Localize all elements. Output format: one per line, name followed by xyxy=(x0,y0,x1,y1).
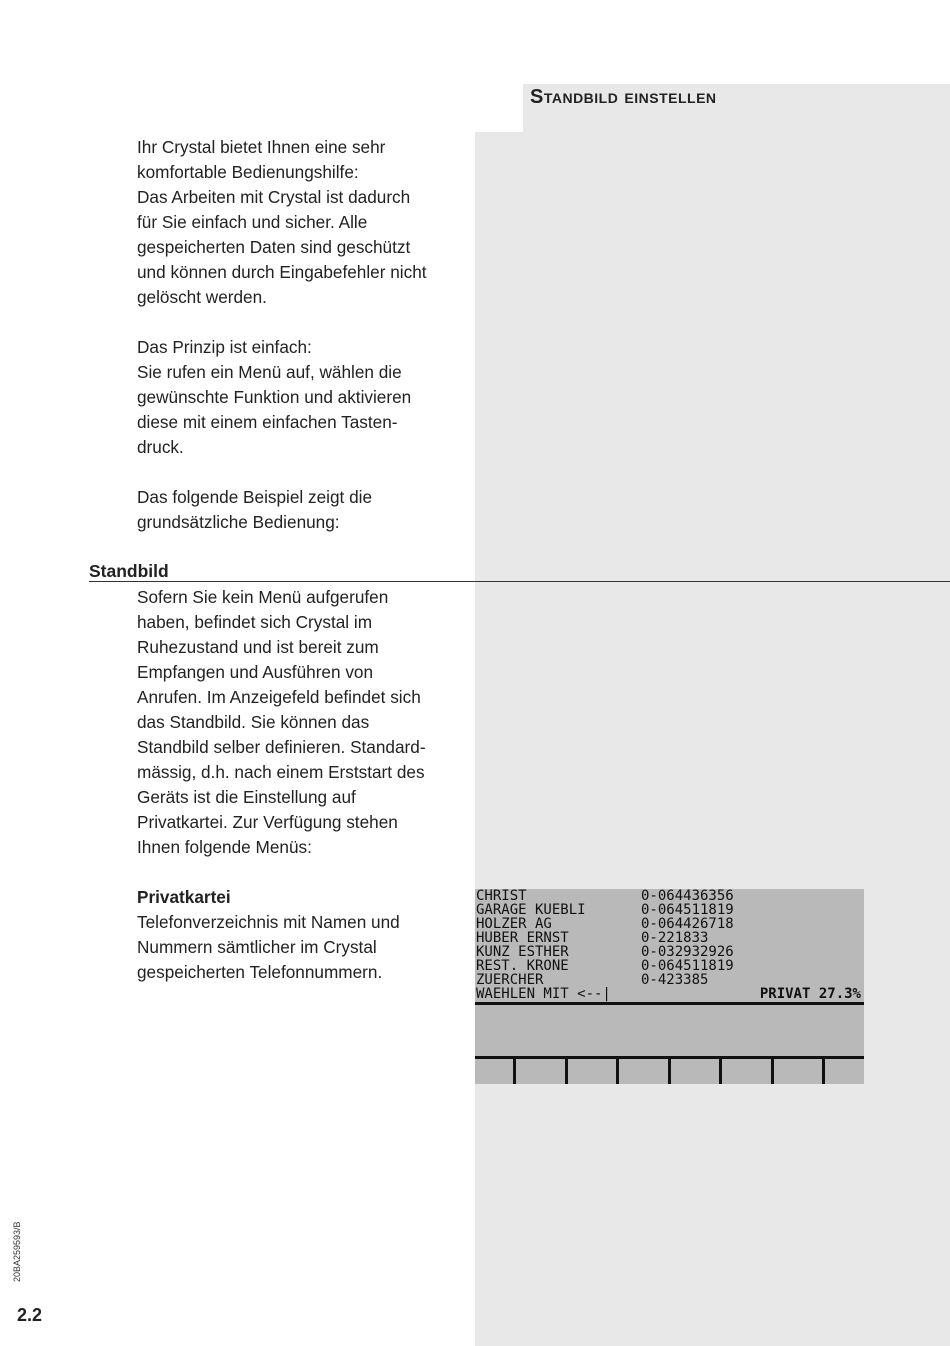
privatkartei-heading: Privatkartei xyxy=(137,887,231,907)
softkey-divider xyxy=(822,1059,825,1084)
softkey-divider xyxy=(513,1059,516,1084)
lcd-prompt: WAEHLEN MIT <--| xyxy=(476,986,611,1002)
lcd-status: PRIVAT 27.3% xyxy=(759,986,861,1002)
softkey-divider xyxy=(668,1059,671,1084)
lcd-display xyxy=(475,889,864,1084)
lcd-entry-name: ZUERCHER xyxy=(476,972,544,988)
standbild-paragraph: Sofern Sie kein Menü aufgerufen haben, befindet sich Crystal im Ruhezustand und ist bereit zum Empfangen und Ausführen von Anrufen. Im Anzeigefeld befindet sich das Standbild. Sie können das Standbild selber definieren. Standard- mässig, d.h. nach einem Erststart des Geräts ist die Einstellung auf Privatkartei. Zur Verfügung stehen Ihnen folgende Menüs: xyxy=(137,587,426,857)
intro-paragraph-2: Das Prinzip ist einfach: Sie rufen ein Menü auf, wählen die gewünschte Funktion und aktivieren diese mit einem einfachen Tasten- druck. xyxy=(137,337,412,457)
lcd-entry-name: HOLZER AG xyxy=(476,916,552,932)
lcd-entry-number: 0-064426718 xyxy=(641,916,734,932)
margin-column xyxy=(475,132,950,1346)
page-number: 2.2 xyxy=(17,1305,43,1325)
lcd-entry-row xyxy=(475,959,864,973)
intro-text xyxy=(137,135,467,535)
lcd-softkey-bar xyxy=(475,1059,864,1084)
lcd-entry-number: 0-423385 xyxy=(641,972,709,988)
standbild-heading: Standbild xyxy=(89,561,169,581)
lcd-entry-name: REST. KRONE xyxy=(476,958,569,974)
lcd-entry-row xyxy=(475,889,864,903)
lcd-entry-row xyxy=(475,931,864,945)
softkey-divider xyxy=(565,1059,568,1084)
lcd-status-row xyxy=(475,987,864,1001)
standbild-text xyxy=(137,585,467,985)
lcd-entry-list xyxy=(475,889,864,1001)
lcd-entry-name: CHRIST xyxy=(476,889,527,904)
lcd-entry-row xyxy=(475,903,864,917)
lcd-entry-row xyxy=(475,917,864,931)
lcd-entry-name: HUBER ERNST xyxy=(476,930,569,946)
lcd-entry-number: 0-064511819 xyxy=(641,902,734,918)
softkey-divider xyxy=(771,1059,774,1084)
softkey-divider xyxy=(616,1059,619,1084)
lcd-entry-number: 0-064436356 xyxy=(641,889,734,904)
section-divider xyxy=(89,581,950,582)
section-title: Standbild einstellen xyxy=(530,86,717,108)
lcd-entry-number: 0-064511819 xyxy=(641,958,734,974)
intro-paragraph-3: Das folgende Beispiel zeigt die grundsätzliche Bedienung: xyxy=(137,487,373,532)
lcd-entry-number: 0-032932926 xyxy=(641,944,734,960)
lcd-entry-name: KUNZ ESTHER xyxy=(476,944,569,960)
softkey-divider xyxy=(719,1059,722,1084)
document-code: 20BA259593/B xyxy=(12,1221,22,1282)
lcd-entry-number: 0-221833 xyxy=(641,930,709,946)
intro-paragraph-1: Ihr Crystal bietet Ihnen eine sehr komfortable Bedienungshilfe: Das Arbeiten mit Crystal ist dadurch für Sie einfach und sicher. Alle gespeicherten Daten sind geschützt und können durch Eingabefehler nicht gelöscht werden. xyxy=(137,137,427,307)
lcd-entry-row xyxy=(475,973,864,987)
privatkartei-paragraph: Telefonverzeichnis mit Namen und Nummern sämtlicher im Crystal gespeicherten Telefonnummern. xyxy=(137,912,400,982)
lcd-entry-row xyxy=(475,945,864,959)
lcd-separator-top xyxy=(475,1002,864,1005)
lcd-entry-name: GARAGE KUEBLI xyxy=(476,902,586,918)
